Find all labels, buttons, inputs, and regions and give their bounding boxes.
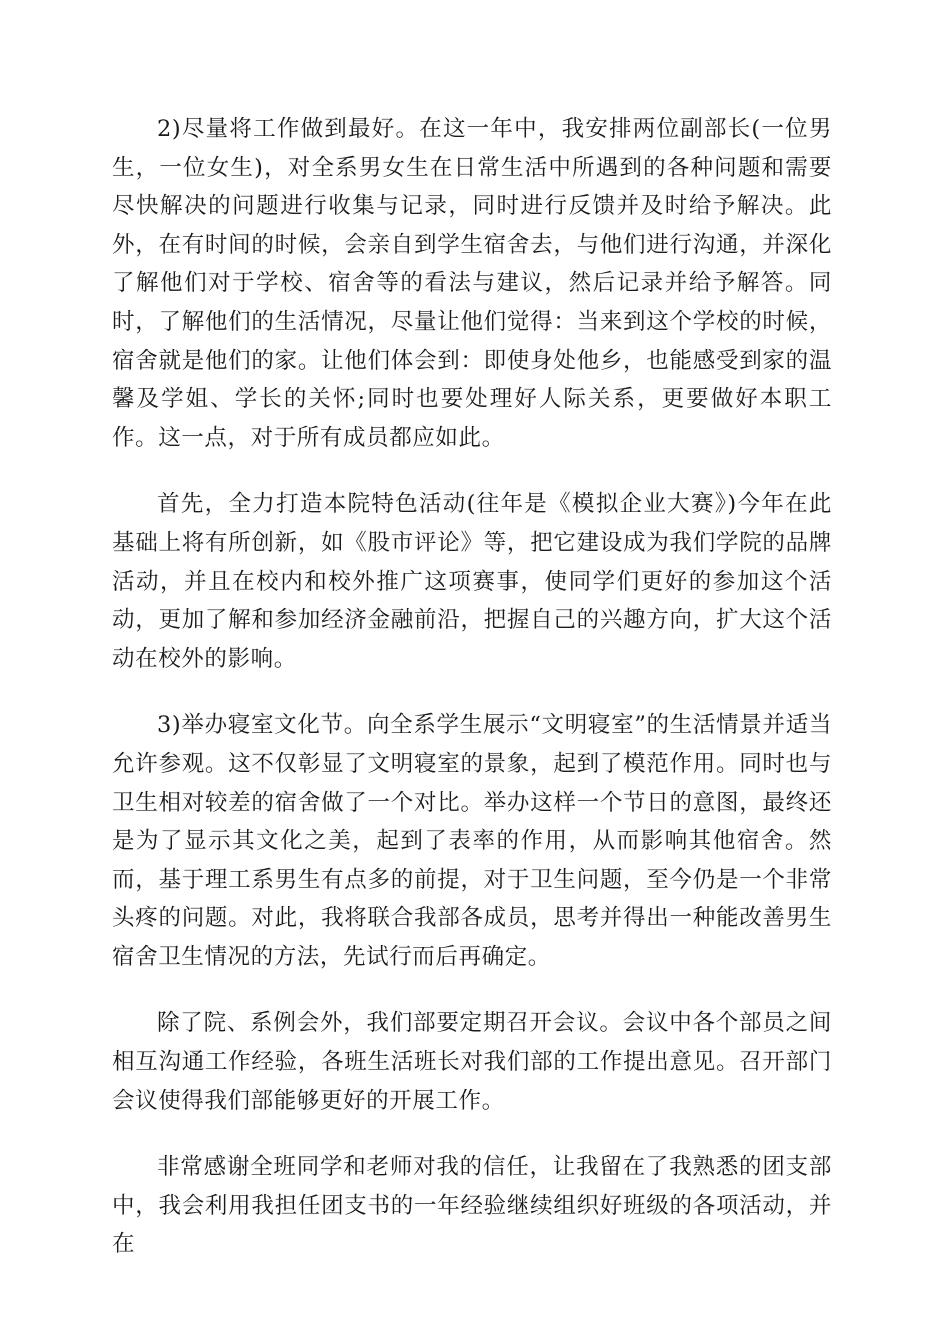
paragraph-dorm-culture-festival: 3)举办寝室文化节。向全系学生展示“文明寝室”的生活情景并适当允许参观。这不仅彰显了文明寝室的景象，起到了模范作用。同时也与卫生相对较差的宿舍做了一个对比。举办这样一个节日的意图，最终还是为了显示其文化之美，起到了表率的作用，从而影响其他宿舍。然而，基于理工系男生有点多的前提，对于卫生问题，至今仍是一个非常头疼的问题。对此，我将联合我部各成员，思考并得出一种能改善男生宿舍卫生情况的方法，先试行而后再确定。 [112,712,832,970]
paragraph-featured-activity: 首先，全力打造本院特色活动(往年是《模拟企业大赛》)今年在此基础上将有所创新，如《股市评论》等，把它建设成为我们学院的品牌活动，并且在校内和校外推广这项赛事，使同学们更好的参加这个活动，更加了解和参加经济金融前沿，把握自己的兴趣方向，扩大这个活动在校外的影响。 [112,491,832,672]
document-body [112,110,832,1292]
paragraph-regular-meetings: 除了院、系例会外，我们部要定期召开会议。会议中各个部员之间相互沟通工作经验，各班生活班长对我们部的工作提出意见。召开部门会议使得我们部能够更好的开展工作。 [112,1010,832,1114]
paragraph-thanks: 非常感谢全班同学和老师对我的信任，让我留在了我熟悉的团支部中，我会利用我担任团支书的一年经验继续组织好班级的各项活动，并在 [112,1154,832,1258]
paragraph-work-best: 2)尽量将工作做到最好。在这一年中，我安排两位副部长(一位男生，一位女生)，对全系男女生在日常生活中所遇到的各种问题和需要尽快解决的问题进行收集与记录，同时进行反馈并及时给予解决。此外，在有时间的时候，会亲自到学生宿舍去，与他们进行沟通，并深化了解他们对于学校、宿舍等的看法与建议，然后记录并给予解答。同时，了解他们的生活情况，尽量让他们觉得：当来到这个学校的时候，宿舍就是他们的家。让他们体会到：即使身处他乡，也能感受到家的温馨及学姐、学长的关怀;同时也要处理好人际关系，更要做好本职工作。这一点，对于所有成员都应如此。 [112,116,832,451]
